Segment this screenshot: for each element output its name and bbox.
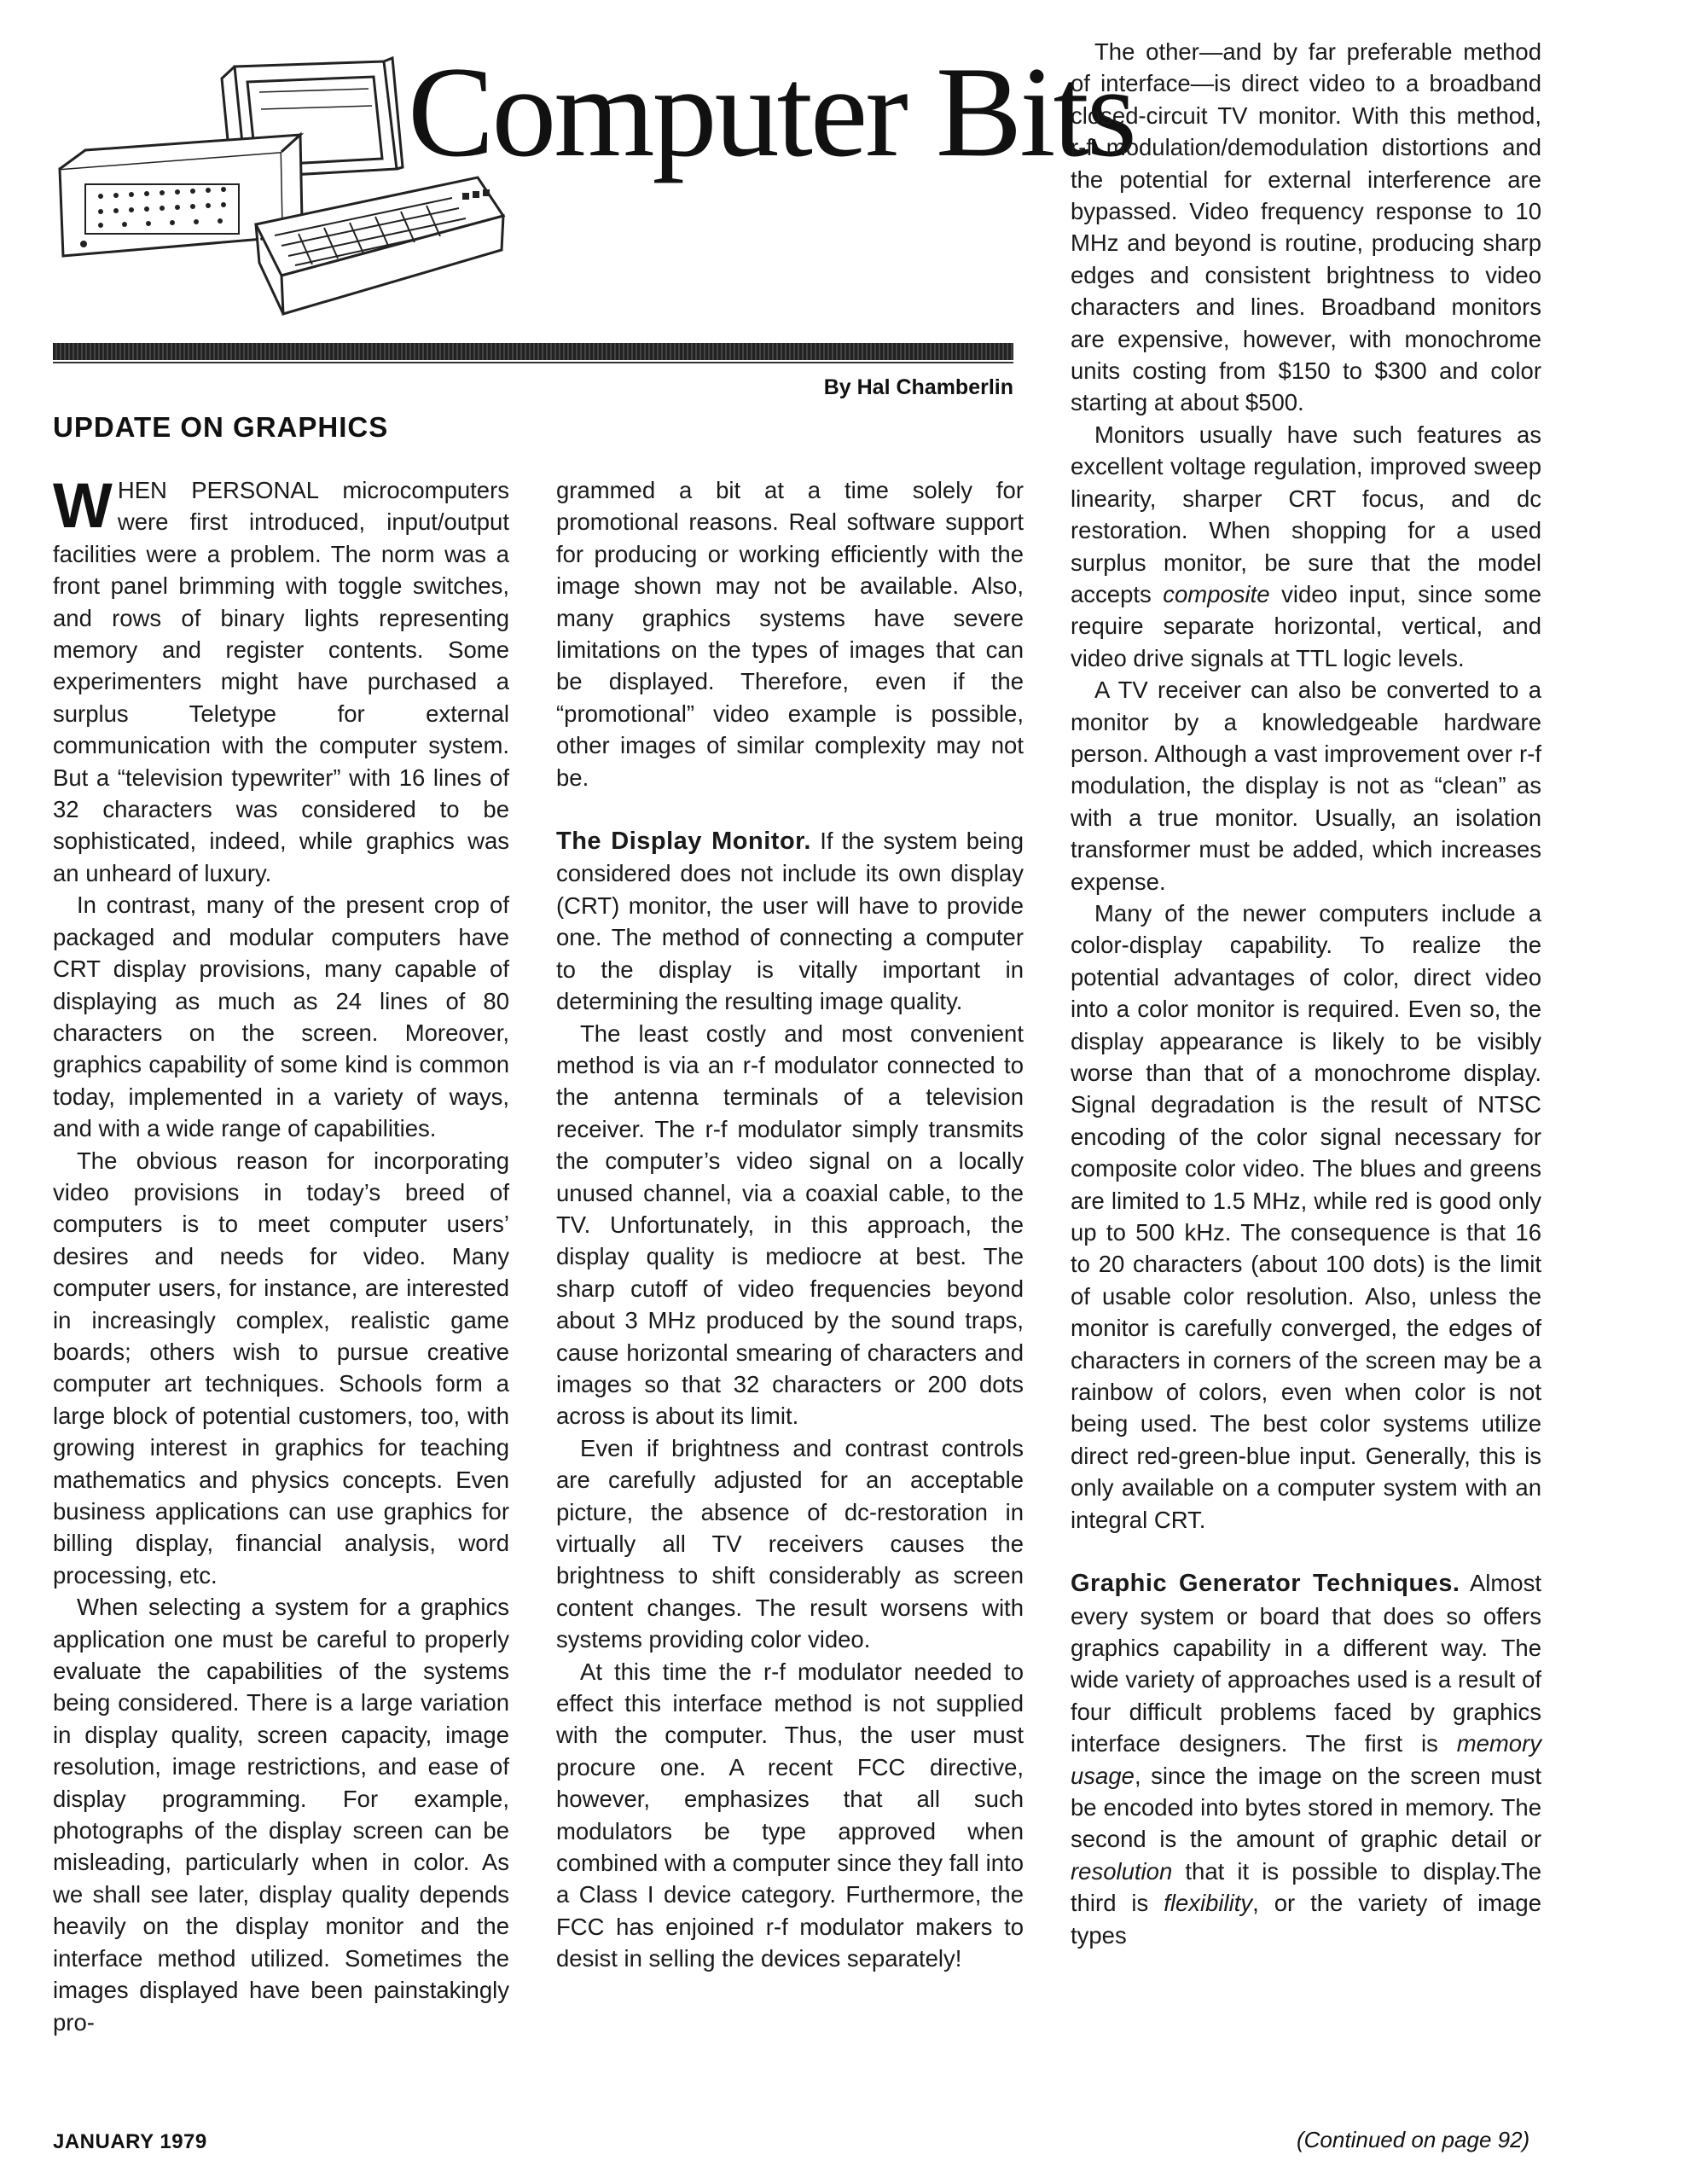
paragraph (556, 825, 1024, 1017)
masthead-title: Computer Bits (408, 40, 1135, 183)
paragraph (1071, 419, 1541, 674)
paragraph (53, 470, 509, 889)
paragraph-text: , or the variety of image types (1071, 1890, 1541, 1949)
subhead-graphic-generator: Graphic Generator Techniques. (1071, 1570, 1460, 1598)
emphasis-text: resolution (1071, 1857, 1173, 1885)
paragraph-text: video input, since some require separate horizontal, vertical, and video drive signals at TTL logic levels. (1071, 580, 1541, 671)
paragraph: Many of the newer computers include a color-display capability. To realize the potential advantages of color, direct video into a color monitor is required. Even so, the display appearance is likely to be visibly worse than that of a monochrome display. Signal degradation is the result of NTSC encoding of the color signal necessary for composite color video. The blues and greens are limited to 1.5 MHz, while red is good only up to 500 kHz. The consequence is that 16 to 20 characters (about 100 dots) is the limit of usable color resolution. Also, unless the monitor is carefully converged, the edges of characters in corners of the screen may be a rainbow of colors, even when color is not being used. The best color systems utilize direct red-green-blue input. Generally, this is only available on a computer system with an integral CRT. (1071, 899, 1541, 1533)
paragraph-text: HEN PERSONAL microcomputers were first introduced, input/output facilities were a problem. The norm was a front panel brimming with toggle switches, and rows of binary lights representing memory and register contents. Some experimenters might have purchased a surplus Teletype for external communication with the computer system. But a “television typewriter” with 16 lines of 32 characters was considered to be sophisticated, indeed, while graphics was an unheard of luxury. (53, 477, 509, 886)
masthead-rule-thin (53, 362, 1013, 363)
issue-date: JANUARY 1979 (53, 2130, 207, 2153)
section-title: UPDATE ON GRAPHICS (53, 411, 389, 443)
paragraph-text: Almost every system or board that does so offers graphics capability in a different way. The wide variety of approaches used is a result of four difficult problems faced by graphics interface designers. The first is (1071, 1570, 1541, 1757)
paragraph: Even if brightness and contrast controls are carefully adjusted for an acceptable picture, the absence of dc-restoration in virtually all TV receivers causes the brightness to shift considerably as screen content changes. The result worsens with systems providing color video. (556, 1434, 1024, 1653)
byline: By Hal Chamberlin (823, 375, 1013, 399)
paragraph: A TV receiver can also be converted to a monitor by a knowledgeable hardware person. Although a vast improvement over r-f modulation, the display is not as “clean” as with a true monitor. Usually, an isolation transformer must be added, which increases expense. (1071, 677, 1541, 895)
subhead-display-monitor: The Display Monitor. (556, 828, 811, 856)
paragraph: At this time the r-f modulator needed to effect this interface method is not supplied with the computer. Thus, the user must procure one. A recent FCC directive, however, emphasizes that all such modulators be type approved when combined with a computer since they fall into a Class I device category. Furthermore, the FCC has enjoined r-f modulator makers to desist in selling the devices separately! (556, 1658, 1024, 1972)
emphasis-text: flexibility (1164, 1890, 1253, 1917)
paragraph: In contrast, many of the present crop of packaged and modular computers have CRT display provisions, many capable of displaying as much as 24 lines of 80 characters on the screen. Moreover, graphics capability of some kind is common today, implemented in a variety of ways, and with a wide range of capabilities. (53, 892, 509, 1142)
drop-cap: W (53, 470, 113, 541)
paragraph: The least costly and most convenient method is via an r-f modulator connected to the antenna terminals of a television receiver. The r-f modulator simply transmits the computer’s video signal on a locally unused channel, via a coaxial cable, to the TV. Unfortunately, in this approach, the display quality is mediocre at best. The sharp cutoff of video frequencies beyond about 3 MHz produced by the sound traps, cause horizontal smearing of characters and images so that 32 characters or 200 dots across is about its limit. (556, 1019, 1024, 1430)
paragraph-text: Monitors usually have such features as excellent voltage regulation, improved sweep linearity, sharper CRT focus, and dc restoration. When shopping for a used surplus monitor, be sure that the model accepts (1071, 421, 1541, 607)
paragraph: When selecting a system for a graphics application one must be careful to properly evaluate the capabilities of the systems being considered. There is a large variation in display quality, screen capacity, image resolution, image restrictions, and ease of display programming. For example, photographs of the display screen can be misleading, particularly when in color. As we shall see later, display quality depends heavily on the display monitor and the interface method utilized. Sometimes the images displayed have been painstakingly pro- (53, 1594, 509, 2036)
paragraph-text: If the system being considered does not include its own display (CRT) monitor, the user will have to provide one. The method of connecting a computer to the display is vitally important in determining the resulting image quality. (556, 828, 1024, 1015)
article-column-2 (556, 474, 1024, 1975)
paragraph: grammed a bit at a time solely for promotional reasons. Real software support for producing or working efficiently with the image shown may not be available. Also, many graphics systems have severe limitations on the types of images that can be displayed. Therefore, even if the “promotional” video example is possible, other images of similar complexity may not be. (556, 477, 1024, 791)
paragraph-text: that it is possible to display.The third is (1071, 1857, 1541, 1917)
paragraph (1071, 1567, 1541, 1951)
continued-note: (Continued on page 92) (1297, 2127, 1530, 2152)
paragraph: The other—and by far preferable method of interface—is direct video to a broadband closed-circuit TV monitor. With this method, r-f modulation/demodulation distortions and the potential for external interference are bypassed. Video frequency response to 10 MHz and beyond is routine, producing sharp edges and consistent brightness to video characters and lines. Broadband monitors are expensive, however, with monochrome units costing from $150 to $300 and color starting at about $500. (1071, 38, 1541, 416)
emphasis-text: composite (1163, 580, 1270, 607)
emphasis-text: memory usage (1071, 1730, 1541, 1789)
article-column-3 (1071, 36, 1541, 1951)
paragraph: The obvious reason for incorporating video provisions in today’s breed of computers is to meet computer users’ desires and needs for video. Many computer users, for instance, are interested in increasingly complex, realistic game boards; others wish to pursue creative computer art techniques. Schools form a large block of potential customers, too, with growing interest in graphics for teaching mathematics and physics concepts. Even business applications can use graphics for billing display, financial analysis, word processing, etc. (53, 1147, 509, 1589)
article-column-1 (53, 470, 509, 2038)
masthead-rule (53, 343, 1013, 360)
paragraph-text: , since the image on the screen must be encoded into bytes stored in memory. The second is the amount of graphic detail or (1071, 1762, 1541, 1853)
